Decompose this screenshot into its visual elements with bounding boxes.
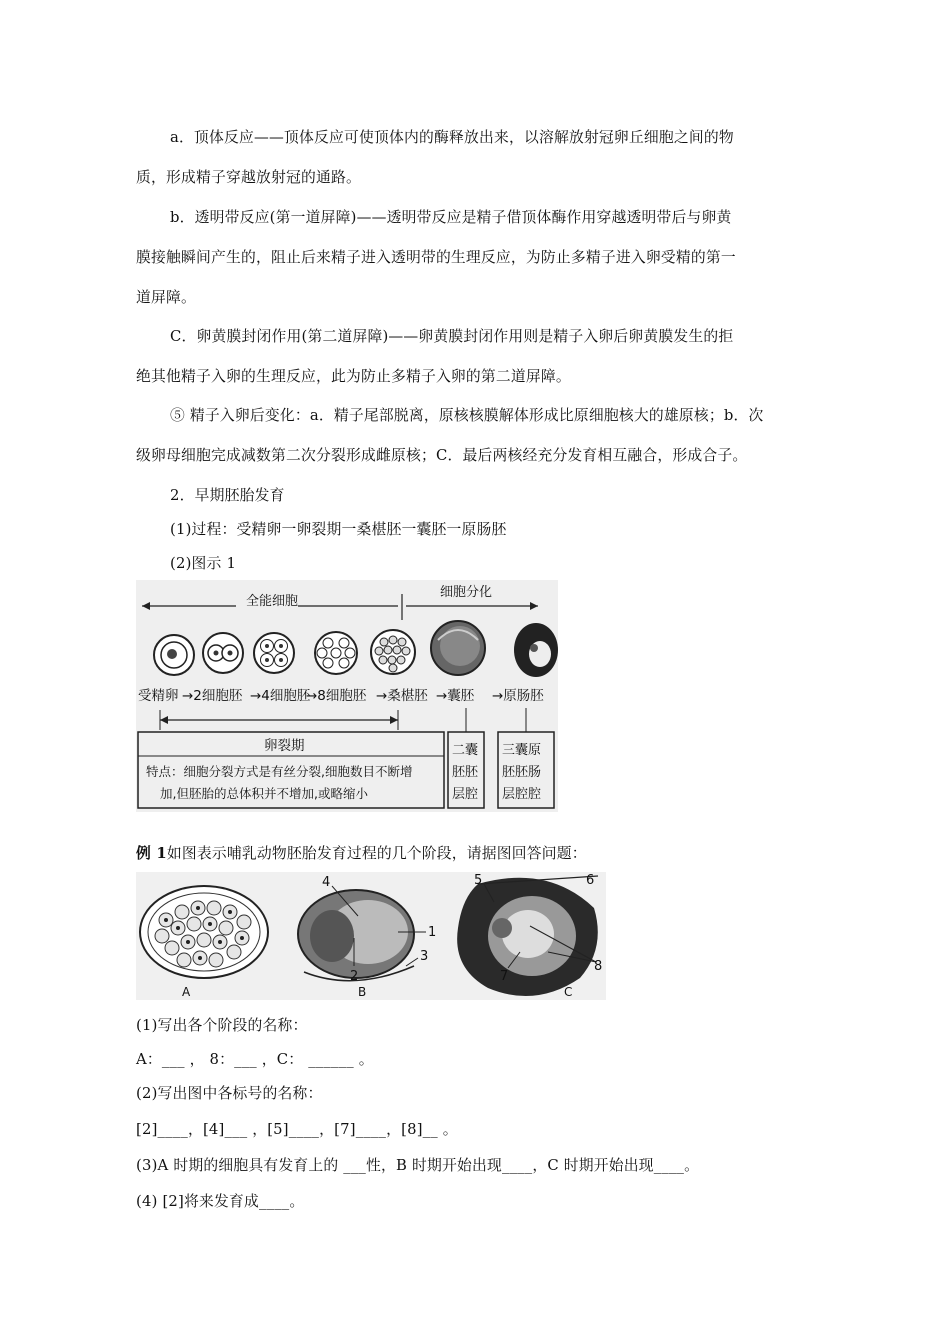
- para-b-line-1: b．透明带反应(第一道屏障)——透明带反应是精子借顶体酶作用穿越透明带后与卵黄: [170, 209, 732, 226]
- feature-line-1: 特点：细胞分裂方式是有丝分裂,细胞数目不断增: [146, 764, 413, 779]
- label-3: 3: [420, 949, 429, 964]
- label-b: B: [358, 985, 367, 999]
- stage-morula: →桑椹胚: [376, 688, 428, 704]
- embryo-development-svg: [136, 580, 558, 812]
- stage-b-blastula: [298, 890, 414, 981]
- embryo-stages-figure: [136, 872, 606, 1000]
- embryo-stages-svg: [136, 872, 606, 1000]
- question-2-blanks: [2]____，[4]___ ，[5]____，[7]____，[8]__ 。: [136, 1121, 458, 1138]
- label-a: A: [182, 985, 191, 999]
- label-totipotent: 全能细胞: [246, 594, 299, 609]
- figure-caption: (2)图示 1: [170, 555, 237, 572]
- section-title: 2．早期胚胎发育: [170, 487, 285, 504]
- label-1: 1: [428, 925, 437, 940]
- gastrula-box-line-3: 层腔腔: [502, 787, 542, 802]
- label-6: 6: [586, 873, 595, 888]
- stage-zygote: 受精卵: [138, 688, 179, 704]
- gastrula: [514, 623, 558, 677]
- zygote-cell: [154, 635, 194, 675]
- stage-8-cell: →8细胞胚: [306, 688, 367, 704]
- process-line: (1)过程：受精卵一卵裂期一桑椹胚一囊胚一原肠胚: [170, 521, 507, 538]
- label-2: 2: [350, 969, 359, 984]
- question-3: (3)A 时期的细胞具有发育上的 ___性，B 时期开始出现____，C 时期开始出现____。: [136, 1157, 700, 1174]
- label-5: 5: [474, 873, 483, 888]
- para-a-line-1: a．顶体反应——顶体反应可使顶体内的酶释放出来，以溶解放射冠卵丘细胞之间的物: [170, 129, 734, 146]
- stage-4-cell: →4细胞胚: [250, 688, 311, 704]
- para-c-line-2: 绝其他精子入卵的生理反应，此为防止多精子入卵的第二道屏障。: [136, 368, 571, 385]
- para-5-line-1: ⑤ 精子入卵后变化：a．精子尾部脱离，原核核膜解体形成比原细胞核大的雄原核；b．次: [170, 407, 764, 424]
- question-1: (1)写出各个阶段的名称：: [136, 1017, 308, 1034]
- label-differentiation: 细胞分化: [440, 585, 493, 600]
- para-a-line-2: 质，形成精子穿越放射冠的通路。: [136, 169, 361, 186]
- label-4: 4: [322, 875, 331, 890]
- eight-cell-embryo: [315, 632, 357, 674]
- example-label: 例 1: [136, 845, 167, 862]
- para-b-line-2: 膜接触瞬间产生的，阻止后来精子进入透明带的生理反应，为防止多精子进入卵受精的第一: [136, 249, 736, 266]
- example-text: 如图表示哺乳动物胚胎发育过程的几个阶段，请据图回答问题：: [166, 845, 587, 862]
- label-7: 7: [500, 969, 509, 984]
- embryo-development-figure: [136, 580, 558, 812]
- para-c-line-1: C．卵黄膜封闭作用(第二道屏障)——卵黄膜封闭作用则是精子入卵后卵黄膜发生的拒: [170, 328, 734, 345]
- blastula-box-line-1: 二囊: [452, 743, 479, 758]
- para-b-line-3: 道屏障。: [136, 289, 196, 306]
- question-4: (4) [2]将来发育成____。: [136, 1193, 305, 1210]
- stage-c-gastrula: [457, 876, 598, 996]
- question-1-blanks: A：___ ， 8：___ ，C： ______ 。: [136, 1051, 374, 1068]
- stage-a-morula: [140, 886, 268, 978]
- gastrula-box-line-2: 胚胚肠: [502, 765, 542, 780]
- para-5-line-2: 级卵母细胞完成减数第二次分裂形成雌原核；C．最后两核经充分发育相互融合，形成合子。: [136, 447, 748, 464]
- morula: [371, 630, 415, 674]
- cleavage-title: 卵裂期: [264, 738, 305, 754]
- label-8: 8: [594, 959, 603, 974]
- example-heading: [136, 842, 587, 863]
- feature-line-2: 加,但胚胎的总体积并不增加,或略缩小: [160, 786, 368, 801]
- two-cell-embryo: [203, 633, 243, 673]
- blastula: [431, 621, 485, 675]
- gastrula-box-line-1: 三囊原: [502, 743, 542, 758]
- four-cell-embryo: [254, 633, 294, 673]
- stage-2-cell: →2细胞胚: [182, 688, 243, 704]
- blastula-box-line-3: 层腔: [452, 787, 479, 802]
- blastula-box-line-2: 胚胚: [452, 765, 479, 780]
- stage-blastula: →囊胚: [436, 688, 475, 704]
- question-2: (2)写出图中各标号的名称：: [136, 1085, 323, 1102]
- stage-gastrula: →原肠胚: [492, 688, 544, 704]
- label-c: C: [564, 985, 573, 999]
